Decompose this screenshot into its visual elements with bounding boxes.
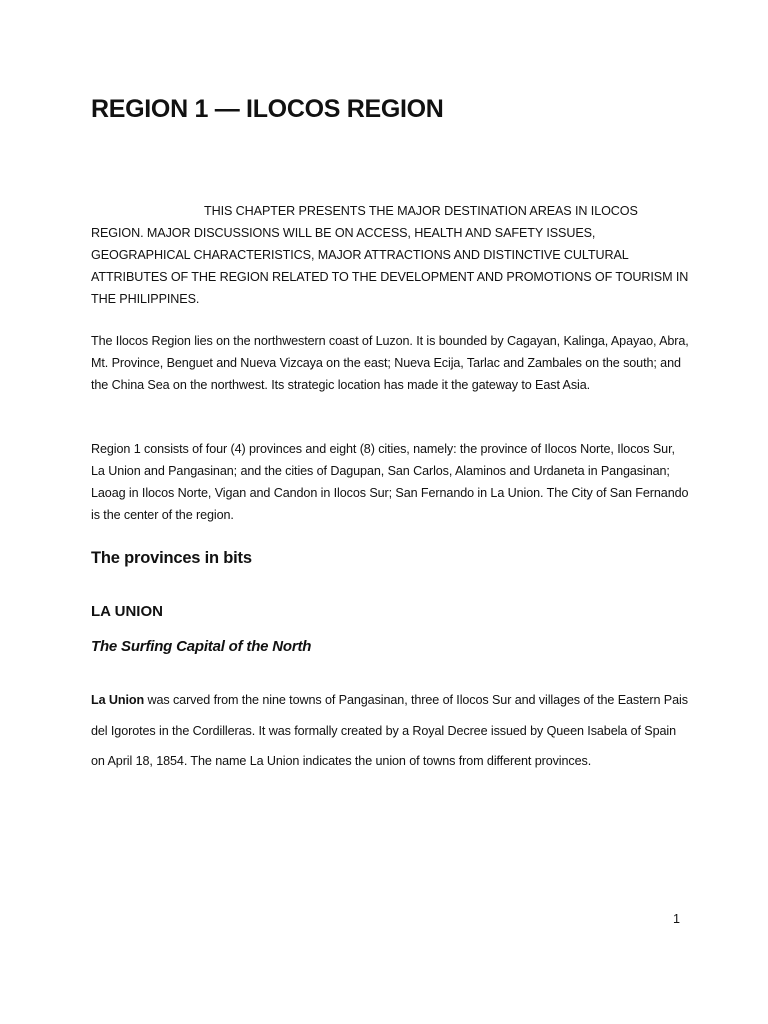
province-text: was carved from the nine towns of Pangasinan, three of Ilocos Sur and villages of the Eastern Pais del Igorotes in the Cordilleras. It was formally created by a Royal Decree issued by Queen Isabela of Spain on April 18, 1854. The name La Union indicates the union of towns from different provinces. — [91, 693, 688, 768]
page-number: 1 — [672, 912, 680, 926]
province-tagline: The Surfing Capital of the North — [91, 638, 312, 655]
chapter-intro — [91, 200, 691, 310]
location-paragraph: The Ilocos Region lies on the northwestern coast of Luzon. It is bounded by Cagayan, Kalinga, Apayao, Abra, Mt. Province, Benguet and Nueva Vizcaya on the east; Nueva Ecija, Tarlac and Zambales on the south; and the China Sea on the northwest. Its strategic location has made it the gateway to East Asia. — [91, 334, 689, 392]
composition-paragraph: Region 1 consists of four (4) provinces and eight (8) cities, namely: the province of Ilocos Norte, Ilocos Sur, La Union and Pangasinan; and the cities of Dagupan, San Carlos, Alaminos and Urdaneta in Pangasinan; Laoag in Ilocos Norte, Vigan and Candon in Ilocos Sur; San Fernando in La Union. The City of San Fernando is the center of the region. — [91, 442, 689, 522]
province-paragraph — [91, 685, 691, 777]
province-heading: LA UNION — [91, 603, 163, 620]
chapter-intro-text: THIS CHAPTER PRESENTS THE MAJOR DESTINATION AREAS IN ILOCOS REGION. MAJOR DISCUSSIONS WILL BE ON ACCESS, HEALTH AND SAFETY ISSUES, GEOGRAPHICAL CHARACTERISTICS, MAJOR ATTRACTIONS AND DISTINCTIVE CULTURAL ATTRIBUTES OF THE REGION RELATED TO THE DEVELOPMENT AND PROMOTIONS OF TOURISM IN THE PHILIPPINES. — [91, 204, 689, 306]
province-lead: La Union — [91, 693, 145, 707]
document-title: REGION 1 — ILOCOS REGION — [91, 95, 444, 123]
section-heading: The provinces in bits — [91, 549, 252, 567]
